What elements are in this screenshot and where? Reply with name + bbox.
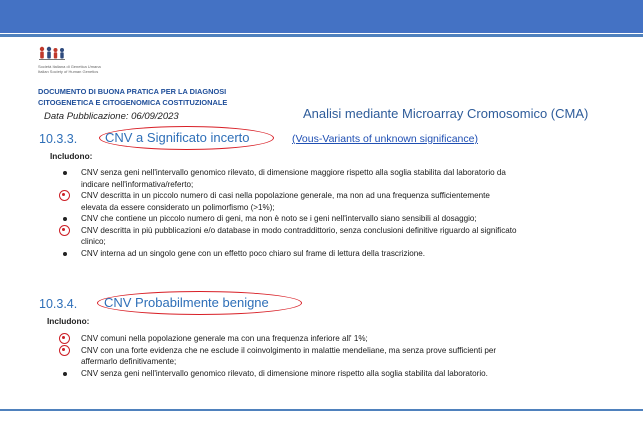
list-item [58,345,518,368]
bullet-icon [63,217,67,221]
section1-number: 10.3.3. [39,132,78,146]
bullet-icon [63,252,67,256]
section2-title: CNV Probabilmente benigne [104,295,269,310]
list-item [58,225,518,248]
list-item-text: CNV interna ad un singolo gene con un effetto poco chiaro sul frame di lettura della trascrizione. [81,248,426,258]
section1-list [58,167,518,259]
society-name-it: Società Italiana di Genetica Umana [38,64,101,69]
list-item [58,213,518,225]
list-item-text: CNV descritta in più pubblicazioni e/o database in modo contraddittorio, senza conclusioni definitive riguardo al significato clinico; [81,225,517,246]
section2-intro: Includono: [47,316,90,326]
document-title-line2: CITOGENETICA E CITOGENOMICA COSTITUZIONALE [38,98,228,107]
section1-intro: Includono: [50,151,93,161]
publication-date: Data Pubblicazione: 06/09/2023 [44,111,179,122]
red-target-marker-icon [59,225,70,236]
section2-list [58,333,518,379]
sigu-logo-icon [38,45,66,61]
list-item [58,190,518,213]
red-target-marker-icon [59,333,70,344]
list-item [58,333,518,345]
top-banner [0,0,643,33]
document-title-line1: DOCUMENTO DI BUONA PRATICA PER LA DIAGNOSI [38,87,227,96]
list-item-text: CNV senza geni nell'intervallo genomico rilevato, di dimensione minore rispetto alla soglia stabilita dal laboratorio. [81,368,488,378]
section1-title: CNV a Significato incerto [105,130,250,145]
list-item-text: CNV descritta in un piccolo numero di casi nella popolazione generale, ma non ad una frequenza sufficientemente elevata da essere considerato un polimorfismo (>1%); [81,191,490,212]
section2-number: 10.3.4. [39,297,78,311]
bullet-icon [63,372,67,376]
list-item-text: CNV comuni nella popolazione generale ma con una frequenza inferiore all' 1%; [81,334,368,343]
red-target-marker-icon [59,345,70,356]
list-item-text: CNV senza geni nell'intervallo genomico rilevato, di dimensione maggiore rispetto alla soglia stabilita dal laboratorio da indicare nell'informativa/referto; [81,168,506,189]
bullet-icon [63,171,67,175]
document-title [38,86,278,108]
list-item-text: CNV con una forte evidenza che ne esclude il coinvolgimento in malattie mendeliane, ma senza prove sufficienti per affermarlo definitivamente; [81,345,497,366]
list-item [58,248,518,260]
list-item-text: CNV che contiene un piccolo numero di geni, ma non è noto se i geni nell'intervallo siano sensibili al dosaggio; [81,214,477,223]
bottom-divider [0,409,643,411]
society-name [38,64,158,74]
red-target-marker-icon [59,190,70,201]
list-item [58,368,518,380]
top-divider [0,34,643,37]
society-name-en: Italian Society of Human Genetics [38,69,99,74]
list-item [58,167,518,190]
cma-title: Analisi mediante Microarray Cromosomico (CMA) [303,106,589,121]
vous-link[interactable]: (Vous-Variants of unknown significance) [292,133,478,145]
